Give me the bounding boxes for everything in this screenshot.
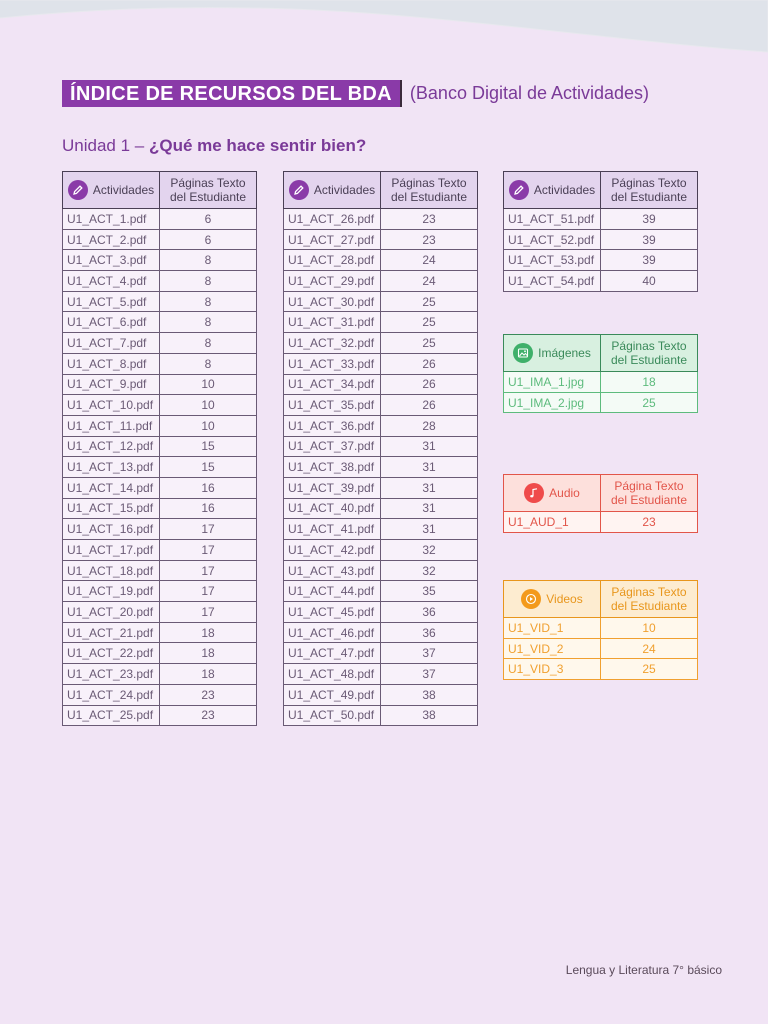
file-name-cell[interactable]: U1_ACT_42.pdf: [284, 540, 381, 561]
table-row: [284, 498, 478, 519]
pages-header: Páginas Texto del Estudiante: [601, 335, 698, 372]
file-name-cell[interactable]: U1_ACT_15.pdf: [63, 498, 160, 519]
page-number-cell: 18: [160, 643, 257, 664]
top-wave-decoration: [0, 0, 768, 60]
file-name-cell[interactable]: U1_ACT_11.pdf: [63, 415, 160, 436]
pages-header: Páginas Texto del Estudiante: [160, 172, 257, 209]
page-number-cell: 37: [381, 643, 478, 664]
table-row: [284, 519, 478, 540]
table-row: [284, 560, 478, 581]
table-row: [504, 618, 698, 639]
file-name-cell[interactable]: U1_ACT_13.pdf: [63, 457, 160, 478]
page-number-cell: 38: [381, 705, 478, 726]
file-name-cell[interactable]: U1_ACT_48.pdf: [284, 664, 381, 685]
page-number-cell: 18: [160, 622, 257, 643]
page-number-cell: 23: [160, 705, 257, 726]
table-row: [504, 271, 698, 292]
page-number-cell: 6: [160, 209, 257, 230]
activities-table-1: [62, 171, 257, 726]
page-number-cell: 37: [381, 664, 478, 685]
table-row: [284, 333, 478, 354]
file-name-cell[interactable]: U1_ACT_50.pdf: [284, 705, 381, 726]
page-number-cell: 39: [601, 250, 698, 271]
file-name-cell[interactable]: U1_ACT_27.pdf: [284, 229, 381, 250]
table-row: [63, 209, 257, 230]
table-row: [284, 353, 478, 374]
table-row: [284, 395, 478, 416]
table-row: [63, 643, 257, 664]
table-row: [284, 540, 478, 561]
activities-header-label: Actividades: [533, 183, 596, 197]
page-number-cell: 31: [381, 477, 478, 498]
file-name-cell[interactable]: U1_ACT_40.pdf: [284, 498, 381, 519]
table-row: [504, 250, 698, 271]
page-number-cell: 40: [601, 271, 698, 292]
page-title: ÍNDICE DE RECURSOS DEL BDA: [62, 80, 402, 107]
file-name-cell[interactable]: U1_ACT_14.pdf: [63, 477, 160, 498]
page-number-cell: 8: [160, 250, 257, 271]
page-number-cell: 31: [381, 436, 478, 457]
page-number-cell: 23: [381, 209, 478, 230]
file-name-cell[interactable]: U1_ACT_7.pdf: [63, 333, 160, 354]
audio-header: [504, 475, 601, 512]
file-name-cell[interactable]: U1_ACT_28.pdf: [284, 250, 381, 271]
page-number-cell: 8: [160, 333, 257, 354]
page-number-cell: 24: [381, 271, 478, 292]
table-row: [284, 209, 478, 230]
file-name-cell[interactable]: U1_ACT_1.pdf: [63, 209, 160, 230]
videos-header: [504, 581, 601, 618]
page-number-cell: 39: [601, 229, 698, 250]
image-icon: [513, 343, 533, 363]
file-name-cell[interactable]: U1_ACT_8.pdf: [63, 353, 160, 374]
pages-header: Página Texto del Estudiante: [601, 475, 698, 512]
page-number-cell: 28: [381, 415, 478, 436]
table-row: [284, 705, 478, 726]
table-row: [63, 271, 257, 292]
page-number-cell: 24: [381, 250, 478, 271]
table-row: [284, 271, 478, 292]
images-header: [504, 335, 601, 372]
unit-heading: [62, 136, 366, 156]
table-row: [63, 436, 257, 457]
table-row: [504, 229, 698, 250]
table-row: [284, 374, 478, 395]
table-row: [284, 436, 478, 457]
file-name-cell[interactable]: U1_ACT_5.pdf: [63, 291, 160, 312]
page-number-cell: 31: [381, 457, 478, 478]
page-number-cell: 8: [160, 271, 257, 292]
file-name-cell[interactable]: U1_ACT_19.pdf: [63, 581, 160, 602]
file-name-cell[interactable]: U1_AUD_1: [504, 512, 601, 533]
table-row: [284, 643, 478, 664]
file-name-cell[interactable]: U1_ACT_32.pdf: [284, 333, 381, 354]
page-number-cell: 26: [381, 374, 478, 395]
page-number-cell: 38: [381, 684, 478, 705]
table-row: [284, 250, 478, 271]
table-row: [63, 560, 257, 581]
file-name-cell[interactable]: U1_ACT_34.pdf: [284, 374, 381, 395]
file-name-cell[interactable]: U1_ACT_4.pdf: [63, 271, 160, 292]
music-note-icon: [524, 483, 544, 503]
page-number-cell: 25: [381, 312, 478, 333]
page-number-cell: 6: [160, 229, 257, 250]
images-table: [503, 334, 698, 413]
page-number-cell: 18: [601, 372, 698, 393]
file-name-cell[interactable]: U1_VID_2: [504, 638, 601, 659]
file-name-cell[interactable]: U1_ACT_36.pdf: [284, 415, 381, 436]
page-number-cell: 18: [160, 664, 257, 685]
table-row: [63, 415, 257, 436]
file-name-cell[interactable]: U1_ACT_31.pdf: [284, 312, 381, 333]
file-name-cell[interactable]: U1_ACT_41.pdf: [284, 519, 381, 540]
page-number-cell: 10: [601, 618, 698, 639]
table-row: [284, 291, 478, 312]
page-number-cell: 32: [381, 560, 478, 581]
file-name-cell[interactable]: U1_ACT_10.pdf: [63, 395, 160, 416]
pages-header: Páginas Texto del Estudiante: [381, 172, 478, 209]
file-name-cell[interactable]: U1_ACT_2.pdf: [63, 229, 160, 250]
file-name-cell[interactable]: U1_ACT_52.pdf: [504, 229, 601, 250]
activities-header: [284, 172, 381, 209]
page-number-cell: 10: [160, 395, 257, 416]
page-number-cell: 31: [381, 519, 478, 540]
table-row: [63, 602, 257, 623]
table-row: [63, 477, 257, 498]
table-row: [504, 209, 698, 230]
table-row: [63, 353, 257, 374]
page-number-cell: 10: [160, 374, 257, 395]
page-number-cell: 17: [160, 519, 257, 540]
file-name-cell[interactable]: U1_ACT_46.pdf: [284, 622, 381, 643]
videos-table: [503, 580, 698, 680]
page-number-cell: 15: [160, 436, 257, 457]
pencil-icon: [289, 180, 309, 200]
table-row: [63, 705, 257, 726]
page-number-cell: 8: [160, 312, 257, 333]
file-name-cell[interactable]: U1_VID_1: [504, 618, 601, 639]
page-footer: Lengua y Literatura 7° básico: [565, 963, 722, 977]
table-row: [63, 374, 257, 395]
table-row: [284, 664, 478, 685]
play-icon: [521, 589, 541, 609]
table-row: [284, 581, 478, 602]
table-row: [284, 622, 478, 643]
table-row: [504, 372, 698, 393]
file-name-cell[interactable]: U1_VID_3: [504, 659, 601, 680]
page-number-cell: 23: [160, 684, 257, 705]
activities-header-label: Actividades: [313, 183, 376, 197]
file-name-cell[interactable]: U1_ACT_43.pdf: [284, 560, 381, 581]
activities-header: [504, 172, 601, 209]
file-name-cell[interactable]: U1_ACT_6.pdf: [63, 312, 160, 333]
activities-header: [63, 172, 160, 209]
table-row: [63, 291, 257, 312]
file-name-cell[interactable]: U1_ACT_54.pdf: [504, 271, 601, 292]
file-name-cell[interactable]: U1_ACT_49.pdf: [284, 684, 381, 705]
table-row: [63, 312, 257, 333]
page-number-cell: 26: [381, 395, 478, 416]
activities-table-2: [283, 171, 478, 726]
table-row: [284, 684, 478, 705]
file-name-cell[interactable]: U1_ACT_18.pdf: [63, 560, 160, 581]
file-name-cell[interactable]: U1_ACT_16.pdf: [63, 519, 160, 540]
file-name-cell[interactable]: U1_ACT_35.pdf: [284, 395, 381, 416]
pages-header: Páginas Texto del Estudiante: [601, 581, 698, 618]
pages-header: Páginas Texto del Estudiante: [601, 172, 698, 209]
page-number-cell: 36: [381, 622, 478, 643]
file-name-cell[interactable]: U1_ACT_37.pdf: [284, 436, 381, 457]
page-number-cell: 26: [381, 353, 478, 374]
table-row: [504, 638, 698, 659]
page-number-cell: 39: [601, 209, 698, 230]
table-row: [63, 229, 257, 250]
page-subtitle: (Banco Digital de Actividades): [409, 82, 650, 103]
file-name-cell[interactable]: U1_ACT_53.pdf: [504, 250, 601, 271]
file-name-cell[interactable]: U1_ACT_26.pdf: [284, 209, 381, 230]
table-row: [63, 250, 257, 271]
table-row: [63, 622, 257, 643]
page-number-cell: 16: [160, 498, 257, 519]
file-name-cell[interactable]: U1_ACT_20.pdf: [63, 602, 160, 623]
table-row: [63, 519, 257, 540]
table-row: [504, 392, 698, 413]
file-name-cell[interactable]: U1_ACT_51.pdf: [504, 209, 601, 230]
page-number-cell: 25: [381, 291, 478, 312]
table-row: [63, 457, 257, 478]
file-name-cell[interactable]: U1_ACT_33.pdf: [284, 353, 381, 374]
table-row: [63, 581, 257, 602]
page-number-cell: 23: [601, 512, 698, 533]
page-number-cell: 16: [160, 477, 257, 498]
table-row: [284, 229, 478, 250]
page-number-cell: 31: [381, 498, 478, 519]
page-number-cell: 17: [160, 581, 257, 602]
file-name-cell[interactable]: U1_ACT_3.pdf: [63, 250, 160, 271]
table-row: [63, 664, 257, 685]
page-number-cell: 25: [381, 333, 478, 354]
activities-header-label: Actividades: [92, 183, 155, 197]
page-number-cell: 24: [601, 638, 698, 659]
page-number-cell: 25: [601, 659, 698, 680]
file-name-cell[interactable]: U1_ACT_25.pdf: [63, 705, 160, 726]
page-header: [62, 78, 649, 108]
pencil-icon: [509, 180, 529, 200]
table-row: [284, 457, 478, 478]
unit-question: ¿Qué me hace sentir bien?: [148, 136, 367, 155]
page-number-cell: 17: [160, 602, 257, 623]
page-number-cell: 32: [381, 540, 478, 561]
table-row: [63, 540, 257, 561]
table-row: [63, 684, 257, 705]
table-row: [504, 659, 698, 680]
page-number-cell: 36: [381, 602, 478, 623]
audio-table: [503, 474, 698, 533]
page-number-cell: 8: [160, 353, 257, 374]
file-name-cell[interactable]: U1_ACT_39.pdf: [284, 477, 381, 498]
pencil-icon: [68, 180, 88, 200]
file-name-cell[interactable]: U1_ACT_17.pdf: [63, 540, 160, 561]
file-name-cell[interactable]: U1_ACT_47.pdf: [284, 643, 381, 664]
table-row: [284, 415, 478, 436]
file-name-cell[interactable]: U1_IMA_2.jpg: [504, 392, 601, 413]
audio-header-label: Audio: [549, 486, 580, 500]
page-number-cell: 35: [381, 581, 478, 602]
file-name-cell[interactable]: U1_ACT_44.pdf: [284, 581, 381, 602]
table-row: [63, 498, 257, 519]
table-row: [63, 333, 257, 354]
page-number-cell: 15: [160, 457, 257, 478]
file-name-cell[interactable]: U1_ACT_21.pdf: [63, 622, 160, 643]
table-row: [284, 477, 478, 498]
table-row: [284, 312, 478, 333]
table-row: [504, 512, 698, 533]
file-name-cell[interactable]: U1_ACT_29.pdf: [284, 271, 381, 292]
images-header-label: Imágenes: [538, 346, 591, 360]
file-name-cell[interactable]: U1_ACT_45.pdf: [284, 602, 381, 623]
activities-table-3: [503, 171, 698, 292]
file-name-cell[interactable]: U1_ACT_9.pdf: [63, 374, 160, 395]
table-row: [63, 395, 257, 416]
page-number-cell: 17: [160, 560, 257, 581]
videos-header-label: Videos: [546, 592, 583, 606]
file-name-cell[interactable]: U1_ACT_30.pdf: [284, 291, 381, 312]
file-name-cell[interactable]: U1_IMA_1.jpg: [504, 372, 601, 393]
page-number-cell: 8: [160, 291, 257, 312]
file-name-cell[interactable]: U1_ACT_22.pdf: [63, 643, 160, 664]
page-number-cell: 25: [601, 392, 698, 413]
file-name-cell[interactable]: U1_ACT_38.pdf: [284, 457, 381, 478]
file-name-cell[interactable]: U1_ACT_12.pdf: [63, 436, 160, 457]
page-number-cell: 10: [160, 415, 257, 436]
table-row: [284, 602, 478, 623]
page-number-cell: 23: [381, 229, 478, 250]
file-name-cell[interactable]: U1_ACT_24.pdf: [63, 684, 160, 705]
page-number-cell: 17: [160, 540, 257, 561]
file-name-cell[interactable]: U1_ACT_23.pdf: [63, 664, 160, 685]
unit-label: Unidad 1 –: [62, 136, 145, 155]
